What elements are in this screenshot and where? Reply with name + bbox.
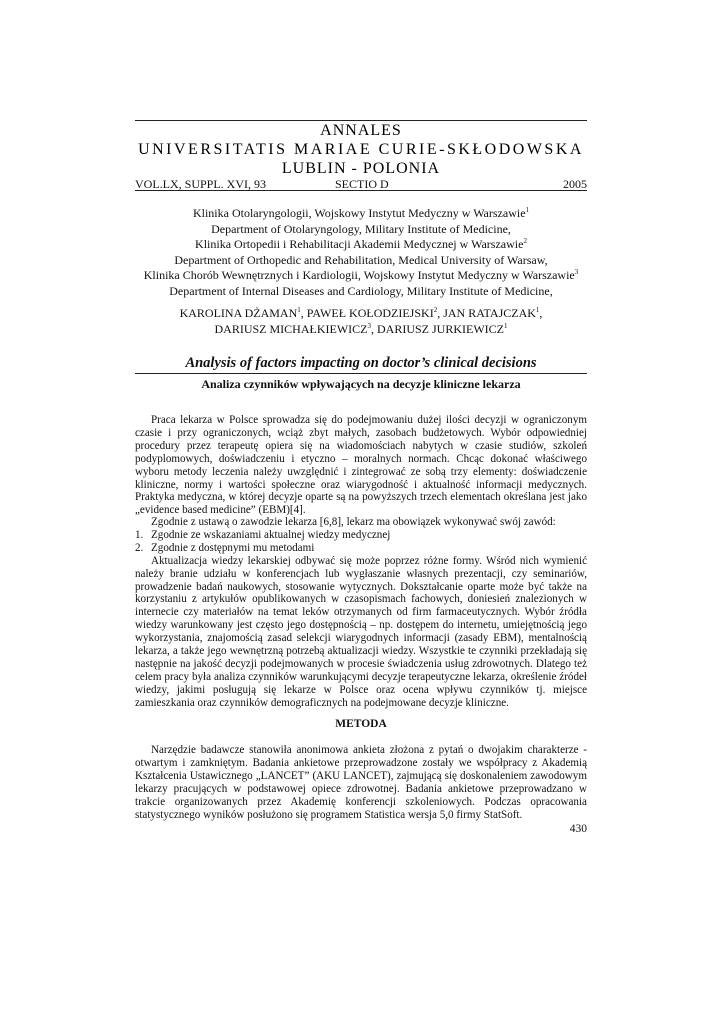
journal-place: LUBLIN - POLONIA (281, 160, 441, 177)
affiliations (135, 206, 587, 299)
author-name: DARIUSZ MICHAŁKIEWICZ (214, 321, 368, 336)
author-name: KAROLINA DŻAMAN (179, 306, 298, 320)
affiliation-line: Department of Otolaryngology, Military Institute of Medicine, (211, 221, 511, 236)
method-paragraph: Narzędzie badawcze stanowiła anonimowa ankieta złożona z pytań o dwojakim charakterze - otwartym i zamkniętym. Badania ankietowe przeprowadzone zostały we współpracy z Akademią Kształcenia Ustawicznego „LANCET” (AKU LANCET), zajmującą się doskonaleniem zawodowym lekarzy pracujących w podstawowej opiece zdrowotnej. Badania ankietowe przeprowadzano w trakcie organizowanych przez Akademię konferencji szkoleniowych. Podczas opracowania statystycznego wyników posłużono się programem Statistica wersja 5,0 firmy StatSoft. (135, 744, 587, 821)
section-info: SECTIO D (335, 177, 389, 191)
page-number: 430 (569, 823, 587, 835)
journal-name-annales: ANNALES (320, 122, 402, 139)
list-item: 1. Zgodnie ze wskazaniami aktualnej wiedzy medycznej (135, 528, 391, 541)
affiliation-line: Klinika Otolaryngologii, Wojskowy Instytut Medyczny w Warszawie$^1$ (192, 206, 530, 220)
header-top-rule (135, 120, 587, 121)
author-name: PAWEŁ KOŁODZIEJSKI (306, 306, 434, 320)
journal-name-university: UNIVERSITATIS MARIAE CURIE-SKŁODOWSKA (138, 141, 584, 158)
author-line: DARIUSZ MICHAŁKIEWICZ$^3$, DARIUSZ JURKIEWICZ$^1$ (214, 321, 508, 336)
affiliation-line: Department of Internal Diseases and Cardiology, Military Institute of Medicine, (169, 283, 553, 298)
affiliation-line: Klinika Chorób Wewnętrznych i Kardiologii, Wojskowy Instytut Medyczny w Warszawie$^3$ (143, 268, 579, 282)
volume-info: VOL.LX, SUPPL. XVI, 93 (135, 177, 267, 191)
list-item: 2. Zgodnie z dostępnymi mu metodami (135, 541, 315, 554)
body-section-intro (135, 516, 587, 710)
paragraph: Zgodnie z ustawą o zawodzie lekarza [6,8], lekarz ma obowiązek wykonywać swój zawód: (151, 516, 556, 528)
header-bottom-rule (135, 190, 587, 191)
article-title-english: Analysis of factors impacting on doctor’s clinical decisions (185, 355, 537, 371)
paragraph: Aktualizacja wiedzy lekarskiej odbywać się może poprzez różne formy. Wśród nich wymienić należy branie udziału w konferencjach lub wygłaszanie własnych prezentacji, czy seminariów, prowadzenie badań naukowych, stosowanie wytycznych. Dokształcanie oparte może być także na korzystaniu z artykułów opublikowanych w czasopismach fachowych, doniesień znalezionych w internecie czy materiałów na temat leków otrzymanych od firm farmaceutycznych. Wybór źródła wiedzy warunkowany jest często jego dostępnością – np. dostępem do internetu, umiejętnością jego wykorzystania, znajomością zasad selekcji wiarygodnych informacji (zasady EBM), mentalnością lekarza, a także jego wewnętrzną potrzebą aktualizacji wiedzy. Wszystkie te czynniki przekładają się następnie na jakość decyzji podejmowanych w procesie świadczenia usług zdrowotnych. Dlatego też celem pracy była analiza czynników warunkującymi decyzje terapeutyczne lekarza, określenie źródeł wiedzy, jakimi posługują się lekarze w Polsce oraz ocena wpływu czynników tj. miejsce zamieszkania oraz czynników demograficznych na podejmowane decyzje kliniczne. (135, 554, 587, 709)
affiliation-line: Klinika Ortopedii i Rehabilitacji Akademii Medycznej w Warszawie$^2$ (195, 237, 527, 251)
intro-paragraph: Praca lekarza w Polsce sprowadza się do podejmowaniu dużej ilości decyzji w ograniczonym czasie i przy ograniczonych, wciąż zbyt małych, zasobach budżetowych. Wybór odpowiedniej procedury przez terapeutę opiera się na wiadomościach nabytych w czasie studiów, szkoleń podyplomowych, doświadczeniu i etyczno – moralnych normach. Chcąc dokonać właściwego wyboru metody leczenia należy uwzględnić i zintegrować ze sobą trzy elementy: doświadczenie kliniczne, normy i wartości społeczne oraz wiarygodność i aktualność informacji medycznych. Praktyka medyczna, w której decyzje oparte są na powyższych trzech elementach określana jest jako „evidence based medicine” (EBM)[4]. (135, 414, 587, 517)
title-underline (135, 373, 587, 374)
author-name: JAN RATAJCZAK (443, 306, 536, 320)
affiliation-line: Department of Orthopedic and Rehabilitation, Medical University of Warsaw, (174, 252, 548, 267)
publication-year: 2005 (563, 177, 587, 191)
author-list (135, 306, 587, 337)
author-name: DARIUSZ JURKIEWICZ (376, 321, 504, 336)
author-line: KAROLINA DŻAMAN$^1$, PAWEŁ KOŁODZIEJSKI$^2$, JAN RATAJCZAK$^1$, (179, 306, 543, 320)
article-title-polish: Analiza czynników wpływających na decyzje kliniczne lekarza (201, 377, 521, 391)
section-heading-metoda: METODA (335, 718, 387, 730)
